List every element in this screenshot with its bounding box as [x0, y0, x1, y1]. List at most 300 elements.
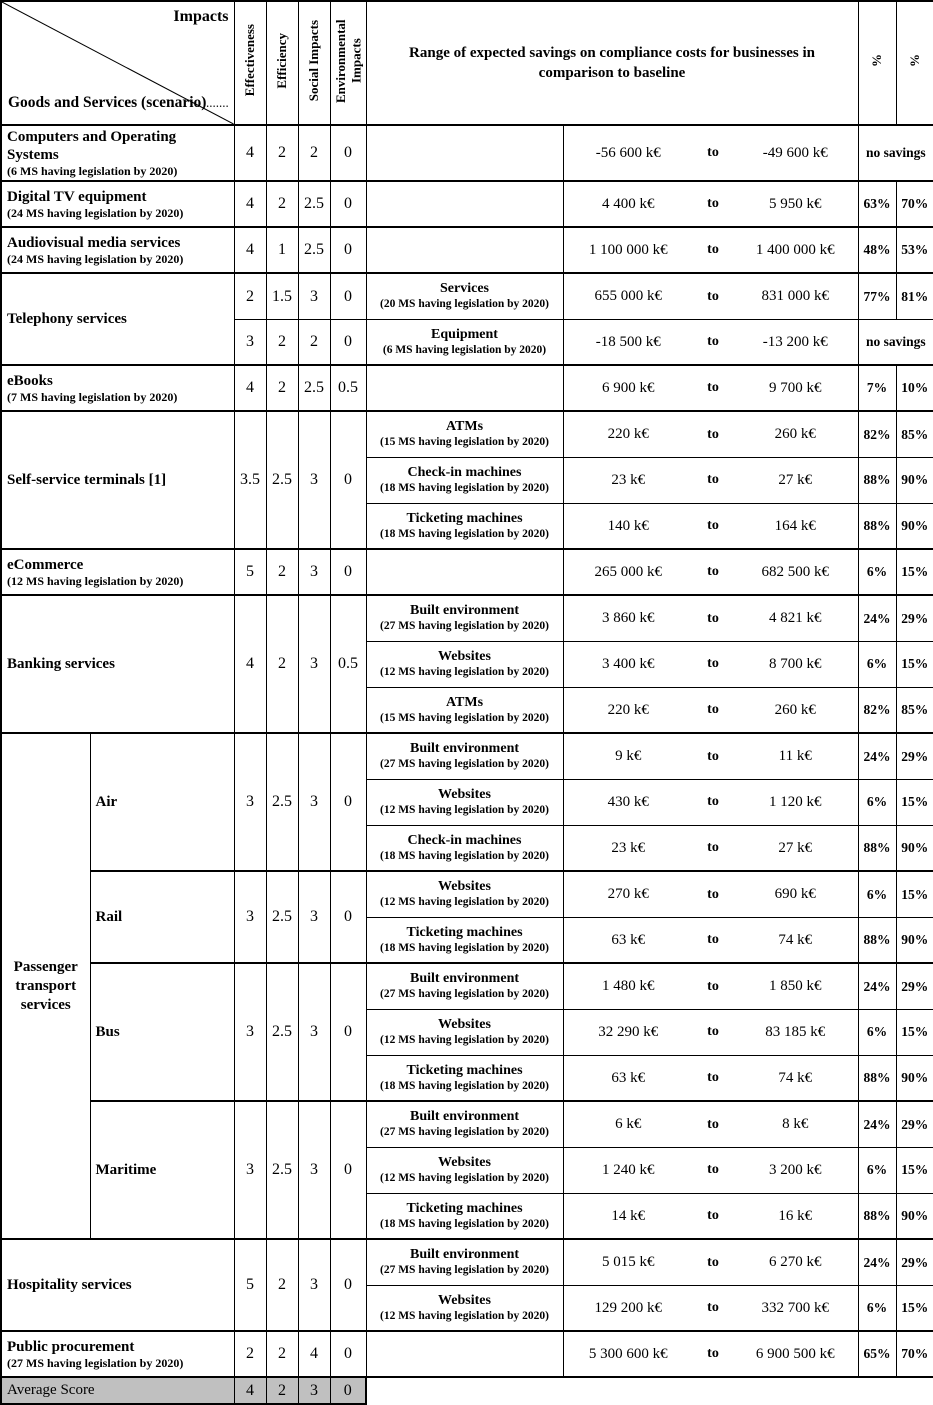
savings-to-word: to	[693, 963, 733, 1009]
score-social: 2.5	[298, 365, 330, 411]
savings-to: 83 185 k€	[733, 1009, 858, 1055]
savings-from: 63 k€	[563, 1055, 693, 1101]
savings-to-word: to	[693, 917, 733, 963]
scenario-label: Built environment	[409, 1109, 520, 1125]
score-effectiveness: 4	[234, 227, 266, 273]
row-label-cell	[1, 125, 234, 181]
score-environmental: 0	[330, 273, 366, 319]
pct-high: 90%	[896, 1055, 933, 1101]
scenario-label: Websites	[438, 1017, 491, 1033]
score-effectiveness: 4	[234, 365, 266, 411]
savings-from: 9 k€	[563, 733, 693, 779]
scenario-cell	[366, 595, 563, 641]
score-social: 3	[298, 549, 330, 595]
score-environmental: 0	[330, 549, 366, 595]
savings-from: 1 480 k€	[563, 963, 693, 1009]
savings-to: 16 k€	[733, 1193, 858, 1239]
scenario-note: (12 MS having legislation by 2020)	[379, 665, 549, 678]
savings-to: 332 700 k€	[733, 1285, 858, 1331]
impacts-header-label: Impacts	[173, 8, 229, 25]
pct-low: 6%	[858, 871, 896, 917]
score-effectiveness: 3	[234, 871, 266, 963]
savings-to-word: to	[693, 733, 733, 779]
average-score-row	[1, 1377, 933, 1404]
score-efficiency: 2	[266, 125, 298, 181]
score-effectiveness: 3	[234, 1101, 266, 1239]
savings-to-word: to	[693, 411, 733, 457]
table-row	[1, 1331, 933, 1377]
scenario-cell-empty	[366, 1331, 563, 1377]
score-efficiency: 2	[266, 1239, 298, 1331]
pct-high: 15%	[896, 779, 933, 825]
pct-low: 82%	[858, 687, 896, 733]
pct-high: 10%	[896, 365, 933, 411]
score-efficiency: 2.5	[266, 871, 298, 963]
row-note: (6 MS having legislation by 2020)	[7, 164, 178, 178]
savings-to: 3 200 k€	[733, 1147, 858, 1193]
column-header-savings-range: Range of expected savings on compliance costs for businesses in comparison to baseline	[366, 1, 858, 125]
table-row	[1, 549, 933, 595]
pct-high: 15%	[896, 549, 933, 595]
scenario-note: (20 MS having legislation by 2020)	[379, 298, 549, 311]
row-label-cell	[1, 273, 234, 365]
pct-low: 24%	[858, 595, 896, 641]
row-label: Public procurement	[7, 1339, 135, 1356]
scenario-note: (12 MS having legislation by 2020)	[379, 803, 549, 816]
scenario-cell	[366, 503, 563, 549]
scenario-note: (18 MS having legislation by 2020)	[379, 1217, 549, 1230]
savings-from: 140 k€	[563, 503, 693, 549]
scenario-label: Websites	[438, 879, 491, 895]
pct-low: 88%	[858, 503, 896, 549]
pct-low: 7%	[858, 365, 896, 411]
scenario-cell	[366, 779, 563, 825]
score-effectiveness: 4	[234, 181, 266, 227]
score-environmental: 0	[330, 871, 366, 963]
scenario-note: (15 MS having legislation by 2020)	[379, 436, 549, 449]
dotted-leader: .......	[206, 99, 230, 109]
empty-area	[366, 1377, 933, 1404]
score-social: 3	[298, 733, 330, 871]
table-row	[1, 1239, 933, 1285]
savings-to-word: to	[693, 595, 733, 641]
pct-low: 6%	[858, 549, 896, 595]
score-environmental: 0	[330, 733, 366, 871]
row-note: (24 MS having legislation by 2020)	[7, 206, 184, 221]
pct-low: 24%	[858, 1239, 896, 1285]
score-environmental: 0	[330, 1101, 366, 1239]
pct-high: 29%	[896, 963, 933, 1009]
pct-merged: no savings	[858, 125, 933, 181]
score-efficiency: 1.5	[266, 273, 298, 319]
column-header-pct-low: %	[858, 1, 896, 125]
pct-low: 88%	[858, 1193, 896, 1239]
pct-high: 85%	[896, 687, 933, 733]
pct-low: 24%	[858, 1101, 896, 1147]
score-efficiency: 2	[266, 1331, 298, 1377]
score-social: 2	[298, 125, 330, 181]
row-label: Hospitality services	[7, 1277, 132, 1294]
table-row	[1, 181, 933, 227]
score-environmental: 0	[330, 125, 366, 181]
savings-to: 8 700 k€	[733, 641, 858, 687]
score-effectiveness: 3	[234, 733, 266, 871]
savings-from: 23 k€	[563, 457, 693, 503]
score-effectiveness: 3.5	[234, 411, 266, 549]
scenario-label: Websites	[438, 1292, 491, 1308]
score-social: 2.5	[298, 181, 330, 227]
pct-high: 90%	[896, 457, 933, 503]
savings-from: 5 015 k€	[563, 1239, 693, 1285]
savings-from: 265 000 k€	[563, 549, 693, 595]
savings-to: 4 821 k€	[733, 595, 858, 641]
pct-high: 15%	[896, 1147, 933, 1193]
pct-high: 90%	[896, 825, 933, 871]
savings-to: 27 k€	[733, 825, 858, 871]
row-label-cell	[1, 595, 234, 733]
savings-to: 164 k€	[733, 503, 858, 549]
savings-from: -56 600 k€	[563, 125, 693, 181]
table-row	[1, 273, 933, 319]
scenario-cell-empty	[366, 181, 563, 227]
pct-merged: no savings	[858, 319, 933, 365]
scenario-note: (15 MS having legislation by 2020)	[379, 711, 549, 724]
score-social: 2.5	[298, 227, 330, 273]
savings-to-word: to	[693, 825, 733, 871]
savings-from: 1 100 000 k€	[563, 227, 693, 273]
header-row	[1, 1, 933, 125]
pct-high: 53%	[896, 227, 933, 273]
row-label: eBooks	[7, 373, 53, 390]
savings-to: 831 000 k€	[733, 273, 858, 319]
table-row	[1, 1101, 933, 1147]
savings-to-word: to	[693, 319, 733, 365]
savings-to: 690 k€	[733, 871, 858, 917]
table-row	[1, 125, 933, 181]
savings-to-word: to	[693, 1193, 733, 1239]
row-label: Audiovisual media services	[7, 235, 181, 252]
score-environmental: 0	[330, 411, 366, 549]
pct-high: 15%	[896, 1009, 933, 1055]
score-environmental: 0	[330, 181, 366, 227]
scenario-label: Equipment	[431, 326, 498, 342]
savings-from: 6 k€	[563, 1101, 693, 1147]
savings-from: 430 k€	[563, 779, 693, 825]
score-efficiency: 2	[266, 549, 298, 595]
scenario-label: Websites	[438, 649, 491, 665]
column-header-pct-high: %	[896, 1, 933, 125]
pct-low: 48%	[858, 227, 896, 273]
row-label: Telephony services	[7, 311, 127, 328]
savings-from: 220 k€	[563, 687, 693, 733]
score-social: 3	[298, 411, 330, 549]
scenario-note: (18 MS having legislation by 2020)	[379, 527, 549, 540]
scenario-label: Check-in machines	[407, 832, 522, 848]
savings-from: 3 400 k€	[563, 641, 693, 687]
savings-from: -18 500 k€	[563, 319, 693, 365]
pct-low: 88%	[858, 825, 896, 871]
score-social: 3	[298, 871, 330, 963]
scenario-label: ATMs	[445, 419, 484, 435]
savings-from: 5 300 600 k€	[563, 1331, 693, 1377]
table-row	[1, 595, 933, 641]
savings-to-word: to	[693, 779, 733, 825]
scenario-cell	[366, 963, 563, 1009]
average-score-effectiveness: 4	[234, 1377, 266, 1404]
scenario-cell	[366, 457, 563, 503]
score-environmental: 0	[330, 1331, 366, 1377]
scenario-label: Ticketing machines	[406, 510, 523, 526]
row-note: (12 MS having legislation by 2020)	[7, 574, 184, 589]
savings-to: -13 200 k€	[733, 319, 858, 365]
score-effectiveness: 3	[234, 963, 266, 1101]
pct-high: 15%	[896, 641, 933, 687]
row-label-cell	[1, 181, 234, 227]
column-header-social-impacts: Social Impacts	[298, 1, 330, 125]
savings-to-word: to	[693, 273, 733, 319]
score-environmental: 0.5	[330, 365, 366, 411]
savings-from: 1 240 k€	[563, 1147, 693, 1193]
score-social: 3	[298, 595, 330, 733]
table-row	[1, 411, 933, 457]
score-effectiveness: 2	[234, 273, 266, 319]
table-row	[1, 733, 933, 779]
scenario-note: (18 MS having legislation by 2020)	[379, 481, 549, 494]
row-note: (7 MS having legislation by 2020)	[7, 390, 178, 405]
savings-to: 5 950 k€	[733, 181, 858, 227]
row-label-cell	[1, 365, 234, 411]
score-efficiency: 2.5	[266, 1101, 298, 1239]
score-social: 3	[298, 1101, 330, 1239]
pct-high: 29%	[896, 733, 933, 779]
column-header-environmental-impacts: Environmental Impacts	[330, 1, 366, 125]
score-effectiveness: 4	[234, 125, 266, 181]
pct-high: 81%	[896, 273, 933, 319]
average-score-label: Average Score	[1, 1377, 234, 1404]
score-effectiveness: 4	[234, 595, 266, 733]
scenario-label: ATMs	[445, 694, 484, 710]
score-environmental: 0	[330, 963, 366, 1101]
scenario-cell-empty	[366, 227, 563, 273]
savings-to-word: to	[693, 227, 733, 273]
scenario-cell	[366, 1239, 563, 1285]
savings-to-word: to	[693, 1055, 733, 1101]
score-efficiency: 2.5	[266, 411, 298, 549]
scenario-cell	[366, 641, 563, 687]
scenario-label: Built environment	[409, 603, 520, 619]
table-row	[1, 871, 933, 917]
score-environmental: 0	[330, 227, 366, 273]
pct-low: 6%	[858, 1147, 896, 1193]
scenario-cell	[366, 733, 563, 779]
savings-from: 3 860 k€	[563, 595, 693, 641]
pct-low: 65%	[858, 1331, 896, 1377]
score-efficiency: 2.5	[266, 963, 298, 1101]
savings-from: 655 000 k€	[563, 273, 693, 319]
row-label-cell	[1, 549, 234, 595]
row-label: Computers and Operating Systems	[7, 129, 177, 163]
savings-to: 260 k€	[733, 687, 858, 733]
pct-low: 6%	[858, 1285, 896, 1331]
pct-high: 90%	[896, 1193, 933, 1239]
average-score-social: 3	[298, 1377, 330, 1404]
scenario-cell	[366, 825, 563, 871]
score-social: 3	[298, 273, 330, 319]
table-row	[1, 963, 933, 1009]
savings-to: -49 600 k€	[733, 125, 858, 181]
row-label-cell	[1, 411, 234, 549]
savings-to-word: to	[693, 871, 733, 917]
mode-label-cell: Maritime	[90, 1101, 234, 1239]
savings-to: 260 k€	[733, 411, 858, 457]
score-social: 3	[298, 963, 330, 1101]
row-label-cell	[1, 1331, 234, 1377]
savings-from: 220 k€	[563, 411, 693, 457]
pct-high: 29%	[896, 595, 933, 641]
score-environmental: 0.5	[330, 595, 366, 733]
savings-to-word: to	[693, 1101, 733, 1147]
savings-to-word: to	[693, 181, 733, 227]
score-effectiveness: 5	[234, 1239, 266, 1331]
scenario-cell	[366, 1285, 563, 1331]
savings-to: 1 850 k€	[733, 963, 858, 1009]
score-effectiveness: 3	[234, 319, 266, 365]
pct-low: 24%	[858, 963, 896, 1009]
scenario-note: (18 MS having legislation by 2020)	[379, 941, 549, 954]
mode-label-cell: Rail	[90, 871, 234, 963]
scenario-cell	[366, 411, 563, 457]
savings-to-word: to	[693, 549, 733, 595]
savings-to-word: to	[693, 125, 733, 181]
score-social: 3	[298, 1239, 330, 1331]
scenario-label: Services	[440, 281, 489, 297]
savings-from: 63 k€	[563, 917, 693, 963]
scenario-cell	[366, 687, 563, 733]
scenario-note: (27 MS having legislation by 2020)	[379, 1126, 549, 1139]
score-effectiveness: 5	[234, 549, 266, 595]
scenario-label: Ticketing machines	[406, 1062, 523, 1078]
savings-from: 32 290 k€	[563, 1009, 693, 1055]
savings-from: 23 k€	[563, 825, 693, 871]
average-score-environmental: 0	[330, 1377, 366, 1404]
score-efficiency: 2.5	[266, 733, 298, 871]
savings-to-word: to	[693, 1147, 733, 1193]
scenario-note: (12 MS having legislation by 2020)	[379, 1309, 549, 1322]
pct-high: 15%	[896, 871, 933, 917]
scenario-label: Built environment	[409, 971, 520, 987]
savings-to-word: to	[693, 641, 733, 687]
pct-high: 70%	[896, 1331, 933, 1377]
savings-from: 14 k€	[563, 1193, 693, 1239]
row-label: Banking services	[7, 656, 115, 673]
pct-high: 15%	[896, 1285, 933, 1331]
savings-from: 129 200 k€	[563, 1285, 693, 1331]
pct-low: 6%	[858, 1009, 896, 1055]
scenario-cell-empty	[366, 125, 563, 181]
scenario-note: (27 MS having legislation by 2020)	[379, 620, 549, 633]
row-label: Self-service terminals [1]	[7, 472, 167, 489]
scenario-cell-empty	[366, 549, 563, 595]
pct-high: 90%	[896, 503, 933, 549]
score-social: 2	[298, 319, 330, 365]
savings-to: 1 400 000 k€	[733, 227, 858, 273]
score-effectiveness: 2	[234, 1331, 266, 1377]
scenario-note: (18 MS having legislation by 2020)	[379, 1079, 549, 1092]
scenario-label: Built environment	[409, 1247, 520, 1263]
scenario-cell	[366, 1147, 563, 1193]
pct-low: 88%	[858, 917, 896, 963]
scenario-cell	[366, 273, 563, 319]
scenario-note: (27 MS having legislation by 2020)	[379, 988, 549, 1001]
score-efficiency: 2	[266, 181, 298, 227]
row-label: eCommerce	[7, 557, 84, 574]
scenario-label: Ticketing machines	[406, 924, 523, 940]
scenario-note: (12 MS having legislation by 2020)	[379, 1033, 549, 1046]
pct-high: 70%	[896, 181, 933, 227]
score-efficiency: 2	[266, 365, 298, 411]
pct-low: 88%	[858, 457, 896, 503]
pct-low: 77%	[858, 273, 896, 319]
score-environmental: 0	[330, 1239, 366, 1331]
table-row	[1, 365, 933, 411]
score-efficiency: 1	[266, 227, 298, 273]
savings-to: 6 900 500 k€	[733, 1331, 858, 1377]
scenario-cell	[366, 319, 563, 365]
scenario-note: (27 MS having legislation by 2020)	[379, 1264, 549, 1277]
savings-to: 74 k€	[733, 917, 858, 963]
pct-low: 6%	[858, 641, 896, 687]
score-efficiency: 2	[266, 595, 298, 733]
scenario-note: (12 MS having legislation by 2020)	[379, 896, 549, 909]
savings-to-word: to	[693, 365, 733, 411]
savings-to: 6 270 k€	[733, 1239, 858, 1285]
scenario-label: Ticketing machines	[406, 1200, 523, 1216]
savings-to: 9 700 k€	[733, 365, 858, 411]
savings-to-word: to	[693, 1331, 733, 1377]
scenario-cell-empty	[366, 365, 563, 411]
average-score-efficiency: 2	[266, 1377, 298, 1404]
pct-high: 29%	[896, 1101, 933, 1147]
savings-to-word: to	[693, 1285, 733, 1331]
table-row	[1, 227, 933, 273]
row-label-cell	[1, 227, 234, 273]
pct-low: 24%	[858, 733, 896, 779]
column-header-efficiency: Efficiency	[266, 1, 298, 125]
savings-to: 682 500 k€	[733, 549, 858, 595]
scenario-note: (18 MS having legislation by 2020)	[379, 849, 549, 862]
group-label-cell: Passenger transport services	[1, 733, 90, 1239]
scenario-label: Built environment	[409, 741, 520, 757]
column-header-effectiveness: Effectiveness	[234, 1, 266, 125]
row-note: (27 MS having legislation by 2020)	[7, 1356, 184, 1371]
row-label: Digital TV equipment	[7, 189, 147, 206]
scenario-cell	[366, 1009, 563, 1055]
savings-to: 8 k€	[733, 1101, 858, 1147]
mode-label-cell: Bus	[90, 963, 234, 1101]
mode-label-cell: Air	[90, 733, 234, 871]
savings-to-word: to	[693, 1009, 733, 1055]
goods-services-header-cell	[1, 1, 234, 125]
goods-services-label: Goods and Services (scenario).......	[8, 94, 230, 111]
savings-to-word: to	[693, 687, 733, 733]
score-efficiency: 2	[266, 319, 298, 365]
pct-low: 6%	[858, 779, 896, 825]
scenario-cell	[366, 1101, 563, 1147]
pct-high: 85%	[896, 411, 933, 457]
savings-to: 27 k€	[733, 457, 858, 503]
pct-low: 88%	[858, 1055, 896, 1101]
scenario-cell	[366, 871, 563, 917]
